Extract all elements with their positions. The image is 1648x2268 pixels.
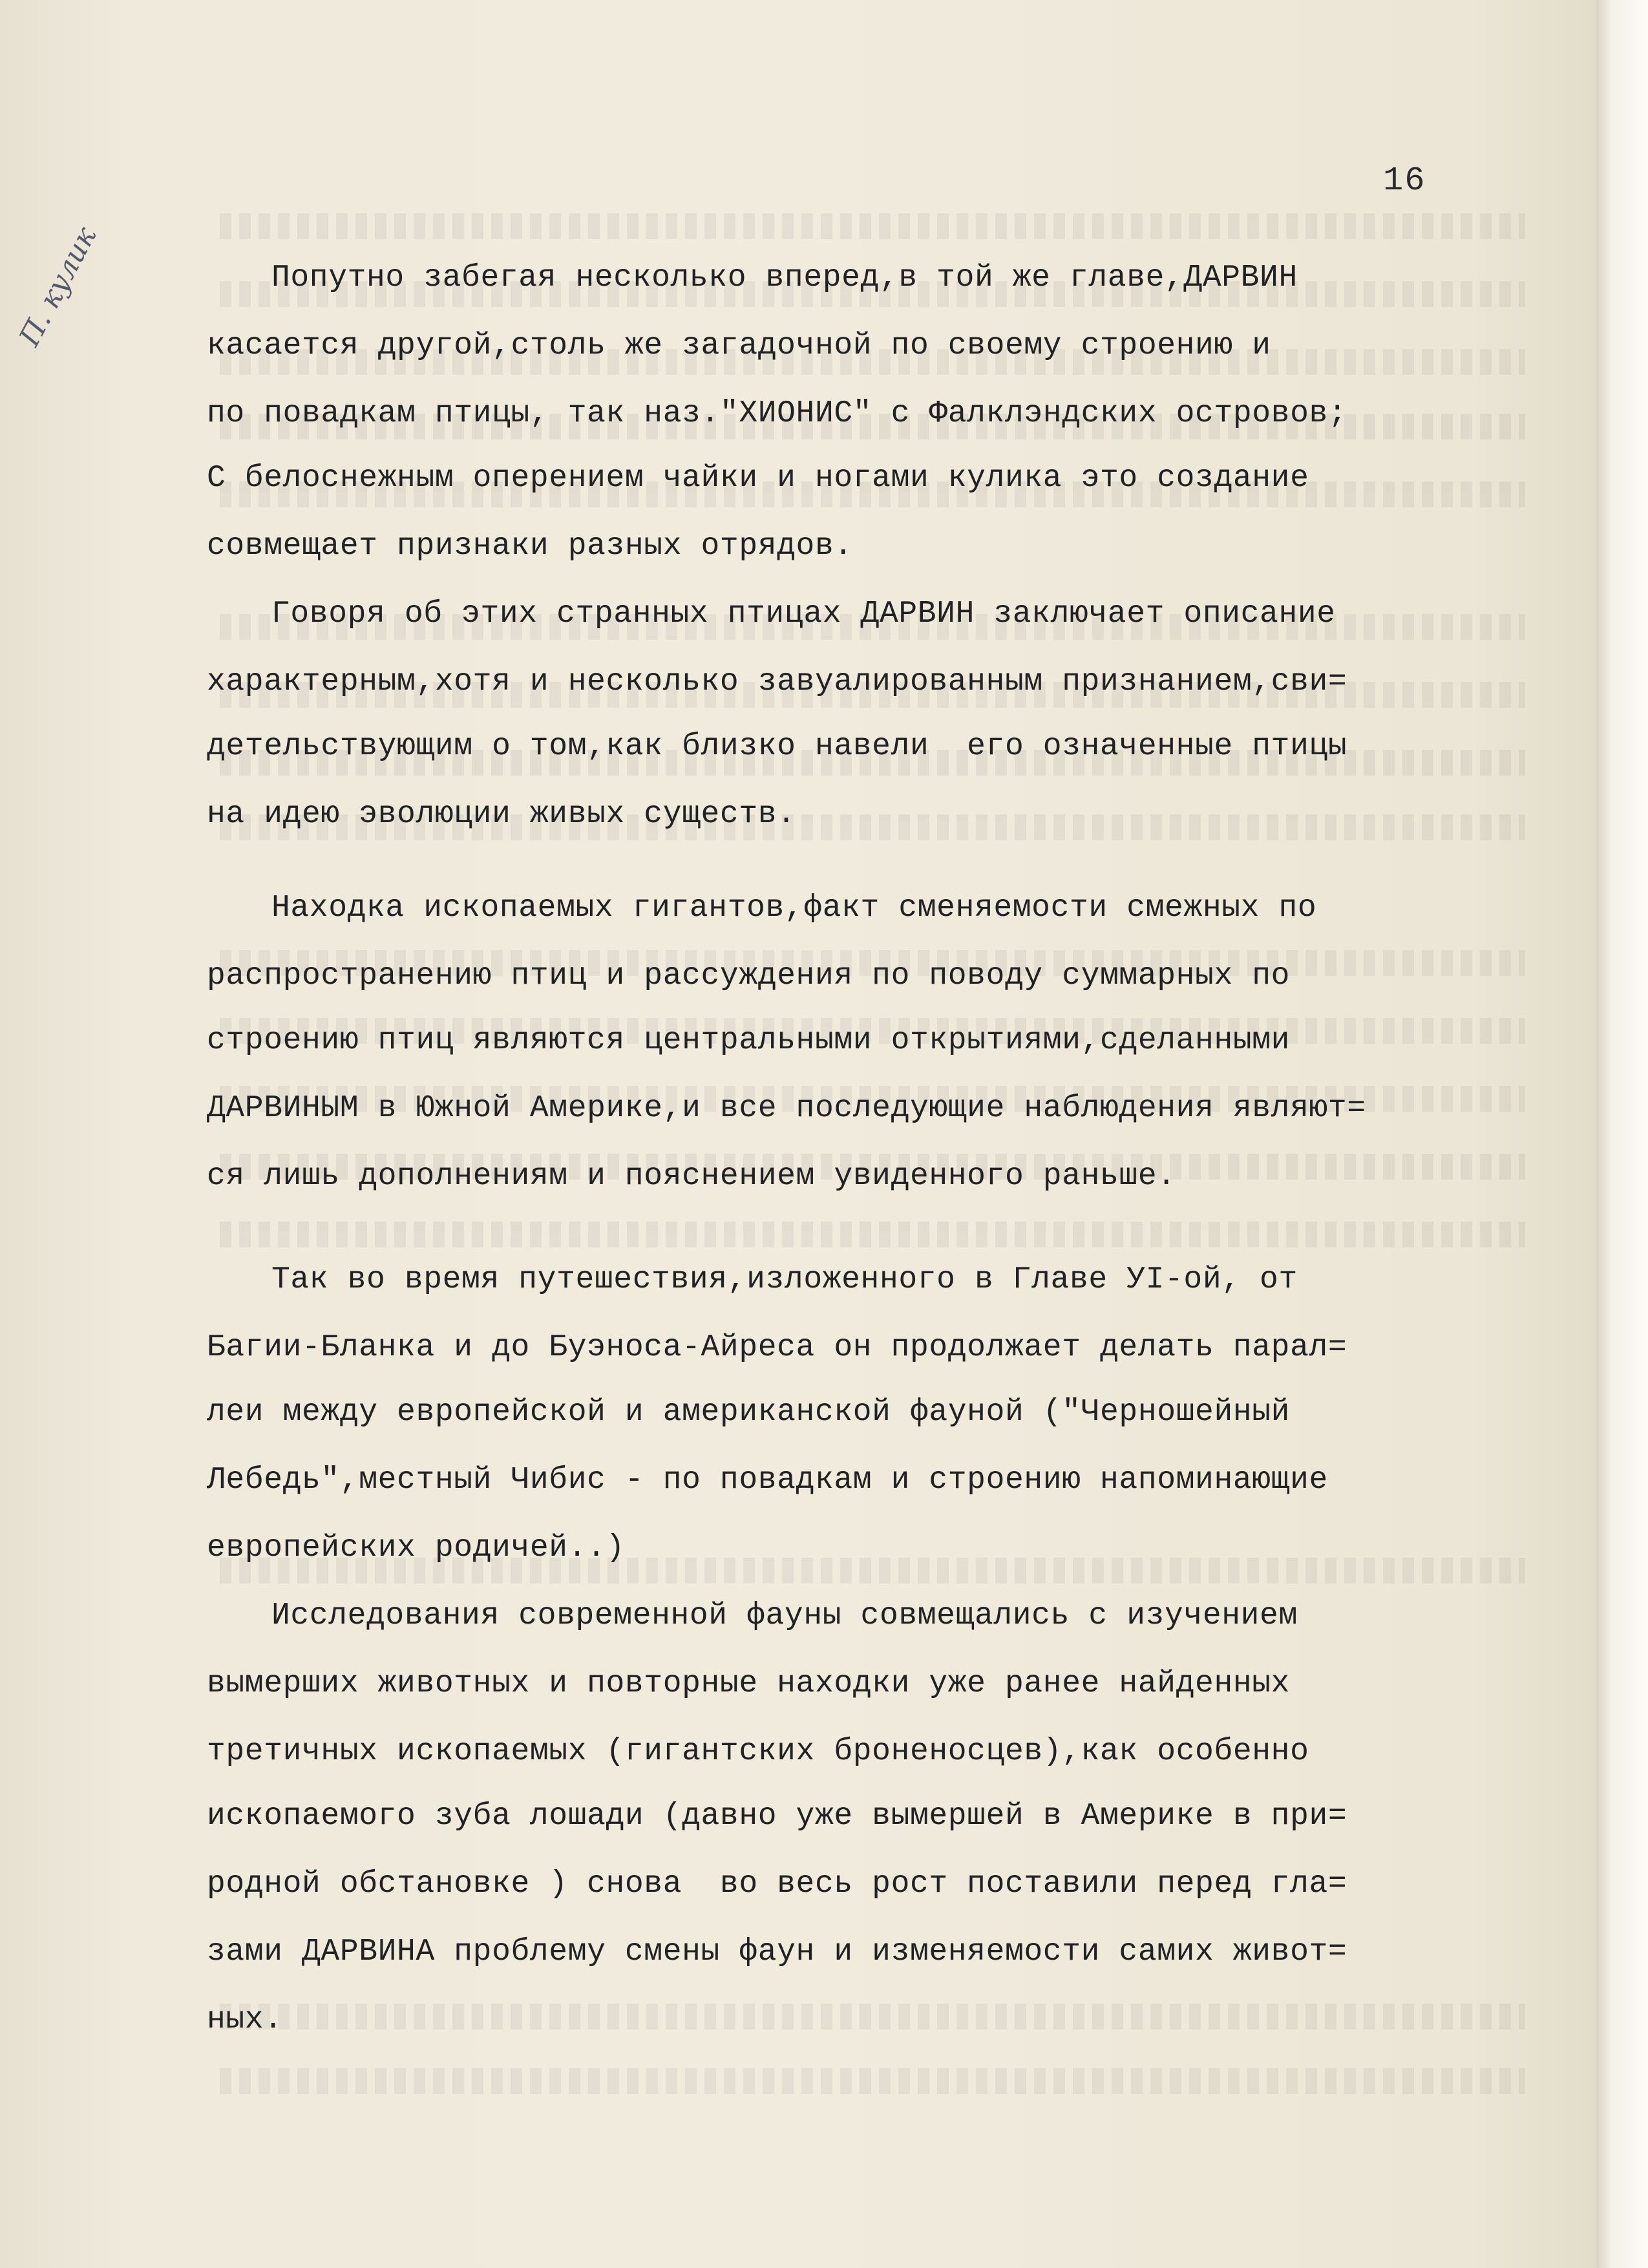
text-line: Лебедь",местный Чибис - по повадкам и строению напоминающие	[207, 1463, 1328, 1498]
paper-right-edge	[1596, 0, 1648, 2268]
text-line: детельствующим о том,как близко навели его означенные птицы	[207, 729, 1347, 764]
text-line: европейских родичей..)	[207, 1531, 625, 1565]
page-number: 16	[1383, 162, 1426, 200]
text-line: родной обстановке ) снова во весь рост поставили перед гла=	[207, 1867, 1347, 1902]
text-line: строению птиц являются центральными открытиями,сделанными	[207, 1023, 1291, 1058]
text-line: совмещает признаки разных отрядов.	[207, 529, 853, 564]
text-line: зами ДАРВИНА проблему смены фаун и изменяемости самих живот=	[207, 1934, 1347, 1969]
text-line: касается другой,столь же загадочной по своему строению и	[207, 328, 1271, 363]
text-line: Находка ископаемых гигантов,факт сменяемости смежных по	[271, 891, 1317, 926]
text-line: ных.	[207, 2002, 283, 2037]
text-line: Так во время путешествия,изложенного в Главе УI-ой, от	[271, 1262, 1298, 1297]
text-line: Багии-Бланка и до Буэноса-Айреса он продолжает делать парал=	[207, 1330, 1347, 1365]
text-line: Попутно забегая несколько вперед,в той же главе,ДАРВИН	[271, 260, 1298, 295]
text-line: третичных ископаемых (гигантских броненосцев),как особенно	[207, 1734, 1309, 1769]
text-line: на идею эволюции живых существ.	[207, 797, 796, 832]
text-line: Говоря об этих странных птицах ДАРВИН заключает описание	[271, 597, 1336, 631]
text-line: Исследования современной фауны совмещались с изучением	[271, 1598, 1298, 1633]
text-line: распространению птиц и рассуждения по поводу суммарных по	[207, 959, 1291, 993]
text-line: вымерших животных и повторные находки уже ранее найденных	[207, 1666, 1291, 1701]
text-line: по повадкам птицы, так наз."ХИОНИС" с Фалклэндских островов;	[207, 396, 1347, 431]
text-line: характерным,хотя и несколько завуалированным признанием,сви=	[207, 664, 1347, 699]
text-line: С белоснежным оперением чайки и ногами кулика это создание	[207, 461, 1309, 496]
text-line: ископаемого зуба лошади (давно уже вымершей в Америке в при=	[207, 1799, 1347, 1834]
text-line: ся лишь дополнениям и пояснением увиденного раньше.	[207, 1159, 1176, 1194]
text-line: леи между европейской и американской фауной ("Черношейный	[207, 1395, 1291, 1430]
text-line: ДАРВИНЫМ в Южной Америке,и все последующие наблюдения являют=	[207, 1091, 1366, 1126]
handwritten-margin-note: П. кулик	[13, 221, 103, 352]
